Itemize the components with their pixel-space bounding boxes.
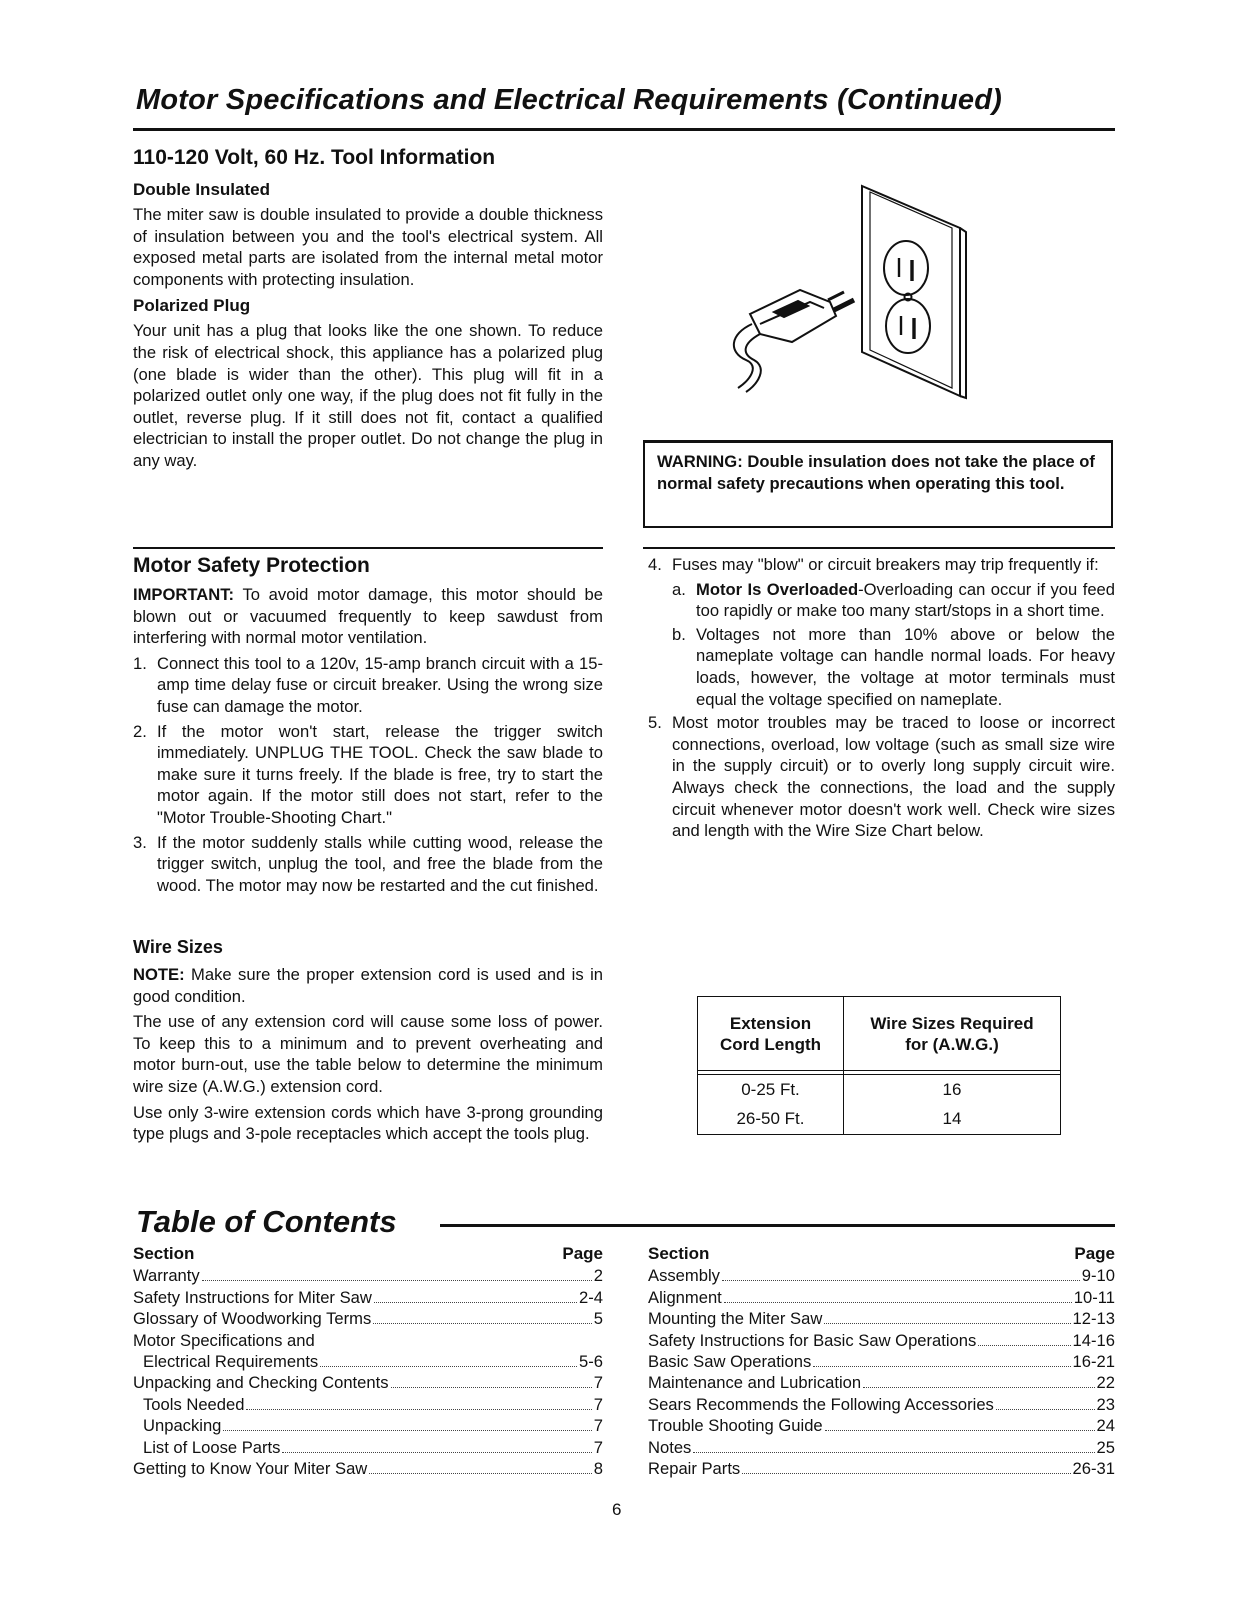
toc-left-column <box>133 1243 603 1479</box>
sub-list-item: b. Voltages not more than 10% above or below the nameplate voltage can handle normal loads. For heavy loads, however, the voltage at motor terminals must equal the voltage specified on nameplate. <box>672 624 1115 709</box>
title-rule <box>133 128 1115 131</box>
wire-sizes-section <box>133 937 603 1145</box>
tool-info-section <box>133 146 603 472</box>
toc-entry: Safety Instructions for Miter Saw 2-4 <box>133 1287 603 1307</box>
toc-entry: Assembly 9-10 <box>648 1266 1115 1286</box>
toc-entry: Basic Saw Operations 16-21 <box>648 1352 1115 1372</box>
toc-entry: Trouble Shooting Guide 24 <box>648 1416 1115 1436</box>
toc-entry: Warranty 2 <box>133 1266 603 1286</box>
sub-list-item: a. Motor Is Overloaded-Overloading can occur if you feed too rapidly or make too many start/stops in a short time. <box>672 579 1116 621</box>
toc-entry: Sears Recommends the Following Accessories 23 <box>648 1394 1115 1414</box>
page-title: Motor Specifications and Electrical Requirements (Continued) <box>136 84 1003 116</box>
double-insulated-text: The miter saw is double insulated to provide a double thickness of insulation between you and the tool's electrical system. All exposed metal parts are isolated from the internal metal motor components with protecting insulation. <box>133 205 603 289</box>
double-insulated-heading: Double Insulated <box>133 180 270 199</box>
note-text: Make sure the proper extension cord is used and is in good condition. <box>133 965 603 1006</box>
motor-safety-heading: Motor Safety Protection <box>133 554 370 577</box>
note-label: NOTE: <box>133 965 185 984</box>
important-note <box>133 584 603 649</box>
polarized-plug-heading: Polarized Plug <box>133 296 251 316</box>
tool-info-heading: 110-120 Volt, 60 Hz. Tool Information <box>133 146 496 169</box>
toc-entry: Tools Needed 7 <box>143 1394 603 1414</box>
wire-sizes-para2: Use only 3-wire extension cords which have 3-prong grounding type plugs and 3-pole receptacles which accept the tools plug. <box>133 1102 603 1144</box>
polarized-plug-text: Your unit has a plug that looks like the one shown. To reduce the risk of electrical shock, this appliance has a polarized plug (one blade is wider than the other). This plug will fit in a polarized outlet only one way, if the plug does not fit fully in the outlet, reverse plug. If it still does not fit, contact a qualified electrician to install the proper outlet. Do not change the plug in any way. <box>133 321 603 470</box>
wire-sizes-heading: Wire Sizes <box>133 937 223 957</box>
toc-entry: Maintenance and Lubrication 22 <box>648 1373 1115 1393</box>
sub-list <box>648 579 1115 711</box>
warning-box: WARNING: Double insulation does not take the place of normal safety precautions when operating this tool. <box>643 440 1113 528</box>
table-row: 26-50 Ft. 14 <box>698 1105 1061 1135</box>
toc-entry: Alignment 10-11 <box>648 1287 1115 1307</box>
list-item: 5. Most motor troubles may be traced to loose or incorrect connections, overload, low voltage (such as small size wire in the supply circuit) or to overly long supply circuit wire. Always check the connections, the load and the supply circuit whenever motor doesn't work well. Check wire sizes and length with the Wire Size Chart below. <box>648 713 1115 841</box>
table-row: 0-25 Ft. 16 <box>698 1075 1061 1105</box>
toc-entry: Unpacking and Checking Contents 7 <box>133 1373 603 1393</box>
wire-sizes-note <box>133 964 603 1007</box>
page-number: 6 <box>612 1500 622 1519</box>
plug-cord-icon <box>734 324 753 388</box>
list-item: 1. Connect this tool to a 120v, 15-amp branch circuit with a 15-amp time delay fuse or circuit breaker. Using the wrong size fuse can damage the motor. <box>133 653 603 716</box>
col-header-size: Wire Sizes Required for (A.W.G.) <box>844 997 1061 1071</box>
wall-plate-outline <box>862 186 960 396</box>
toc-entry: Notes 25 <box>648 1437 1115 1457</box>
col-header-length: Extension Cord Length <box>698 997 844 1071</box>
toc-header: Section Page <box>648 1244 1115 1263</box>
motor-safety-section <box>133 554 603 899</box>
section-rule-left <box>133 547 603 549</box>
section-rule-right <box>643 547 1115 549</box>
toc-title: Table of Contents <box>136 1204 397 1239</box>
toc-entry: Unpacking 7 <box>143 1416 603 1436</box>
list-item: 2. If the motor won't start, release the trigger switch immediately. UNPLUG THE TOOL. Check the saw blade to make sure it turns freely. If the blade is free, try to start the motor again. If the motor still does not start, refer to the "Motor Trouble-Shooting Chart." <box>133 721 603 827</box>
polarized-plug-illustration <box>720 184 980 404</box>
motor-safety-continued <box>648 554 1115 845</box>
toc-entry: Getting to Know Your Miter Saw 8 <box>133 1459 603 1479</box>
toc-entry: Safety Instructions for Basic Saw Operations 14-16 <box>648 1330 1115 1350</box>
wire-size-table <box>697 996 1061 1135</box>
toc-entry: Repair Parts 26-31 <box>648 1459 1115 1479</box>
list-item: 4. Fuses may "blow" or circuit breakers may trip frequently if: <box>648 555 1099 574</box>
toc-right-column <box>648 1243 1115 1479</box>
wire-sizes-para1: The use of any extension cord will cause some loss of power. To keep this to a minimum and to prevent overheating and motor burn-out, use the table below to determine the minimum wire size (A.W.G.) extension cord. <box>133 1012 603 1096</box>
important-text: To avoid motor damage, this motor should be blown out or vacuumed frequently to keep sawdust from interfering with normal motor ventilation. <box>133 585 604 648</box>
toc-rule <box>440 1224 1115 1227</box>
toc-entry: Mounting the Miter Saw 12-13 <box>648 1309 1115 1329</box>
toc-entry: Glossary of Woodworking Terms 5 <box>133 1309 603 1329</box>
toc-entry: Electrical Requirements 5-6 <box>143 1352 603 1372</box>
outlet-receptacle-lower-icon <box>886 299 930 353</box>
toc-entry: Motor Specifications and <box>133 1330 315 1350</box>
toc-entry: List of Loose Parts 7 <box>143 1437 603 1457</box>
list-item: 3. If the motor suddenly stalls while cutting wood, release the trigger switch, unplug the tool, and free the blade from the wood. The motor may now be restarted and the cut finished. <box>133 832 603 895</box>
important-label: IMPORTANT: <box>133 585 235 604</box>
plug-body-icon <box>750 290 836 342</box>
table-header-row <box>698 997 1061 1071</box>
outlet-receptacle-upper-icon <box>884 241 928 295</box>
toc-header: Section Page <box>133 1244 603 1263</box>
